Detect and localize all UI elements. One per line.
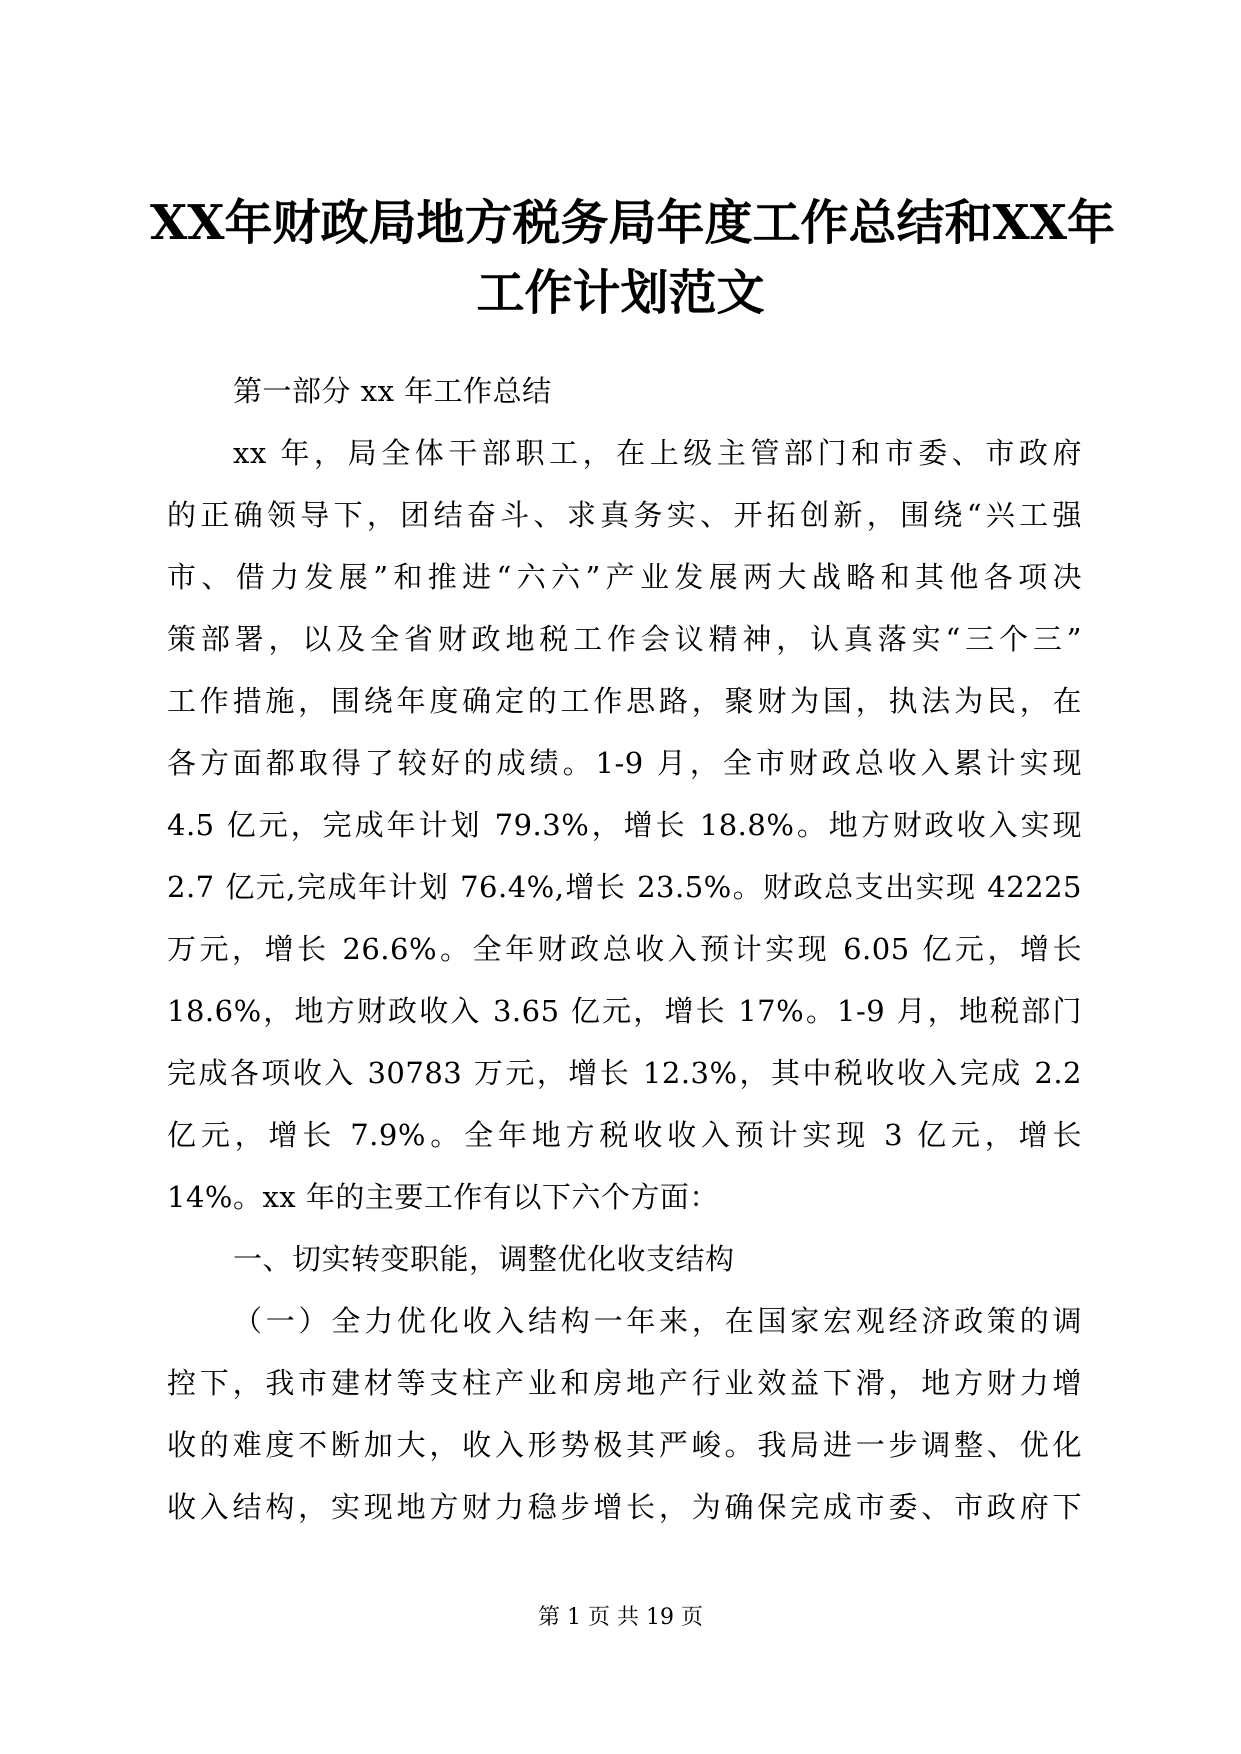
body-line: 的正确领导下，团结奋斗、求真务实、开拓创新，围绕“兴工强 bbox=[167, 498, 1082, 532]
body-line: 14%。xx 年的主要工作有以下六个方面： bbox=[167, 1180, 719, 1214]
title-line-1: XX年财政局地方税务局年度工作总结和XX年 bbox=[150, 195, 1115, 251]
body-line: 完成各项收入 30783 万元，增长 12.3%，其中税收收入完成 2.2 bbox=[167, 1056, 1082, 1090]
body-line: 市、借力发展”和推进“六六”产业发展两大战略和其他各项决 bbox=[167, 560, 1082, 594]
body-line: xx 年，局全体干部职工，在上级主管部门和市委、市政府 bbox=[233, 436, 1082, 470]
body-line: 第一部分 xx 年工作总结 bbox=[233, 374, 552, 408]
body-line: 策部署，以及全省财政地税工作会议精神，认真落实“三个三” bbox=[167, 622, 1082, 656]
body-line: 收的难度不断加大，收入形势极其严峻。我局进一步调整、优化 bbox=[167, 1428, 1082, 1462]
body-line: 工作措施，围绕年度确定的工作思路，聚财为国，执法为民，在 bbox=[167, 684, 1082, 718]
body-line: 2.7 亿元,完成年计划 76.4%,增长 23.5%。财政总支出实现 42225 bbox=[167, 870, 1082, 904]
body-line: 亿元，增长 7.9%。全年地方税收收入预计实现 3 亿元，增长 bbox=[167, 1118, 1082, 1152]
body-line: 万元，增长 26.6%。全年财政总收入预计实现 6.05 亿元，增长 bbox=[167, 932, 1082, 966]
body-line: 一、切实转变职能，调整优化收支结构 bbox=[233, 1242, 735, 1276]
body-line: 4.5 亿元，完成年计划 79.3%，增长 18.8%。地方财政收入实现 bbox=[167, 808, 1082, 842]
document-body bbox=[167, 360, 1082, 1538]
body-line: （一）全力优化收入结构一年来，在国家宏观经济政策的调 bbox=[233, 1304, 1082, 1338]
body-line: 收入结构，实现地方财力稳步增长，为确保完成市委、市政府下 bbox=[167, 1490, 1082, 1524]
body-line: 18.6%，地方财政收入 3.65 亿元，增长 17%。1-9 月，地税部门 bbox=[167, 994, 1082, 1028]
body-line: 控下，我市建材等支柱产业和房地产行业效益下滑，地方财力增 bbox=[167, 1366, 1082, 1400]
body-line: 各方面都取得了较好的成绩。1-9 月，全市财政总收入累计实现 bbox=[167, 746, 1082, 780]
page-footer: 第 1 页 共 19 页 bbox=[538, 1605, 703, 1630]
document-title bbox=[150, 188, 1115, 328]
title-line-2: 工作计划范文 bbox=[476, 265, 765, 321]
